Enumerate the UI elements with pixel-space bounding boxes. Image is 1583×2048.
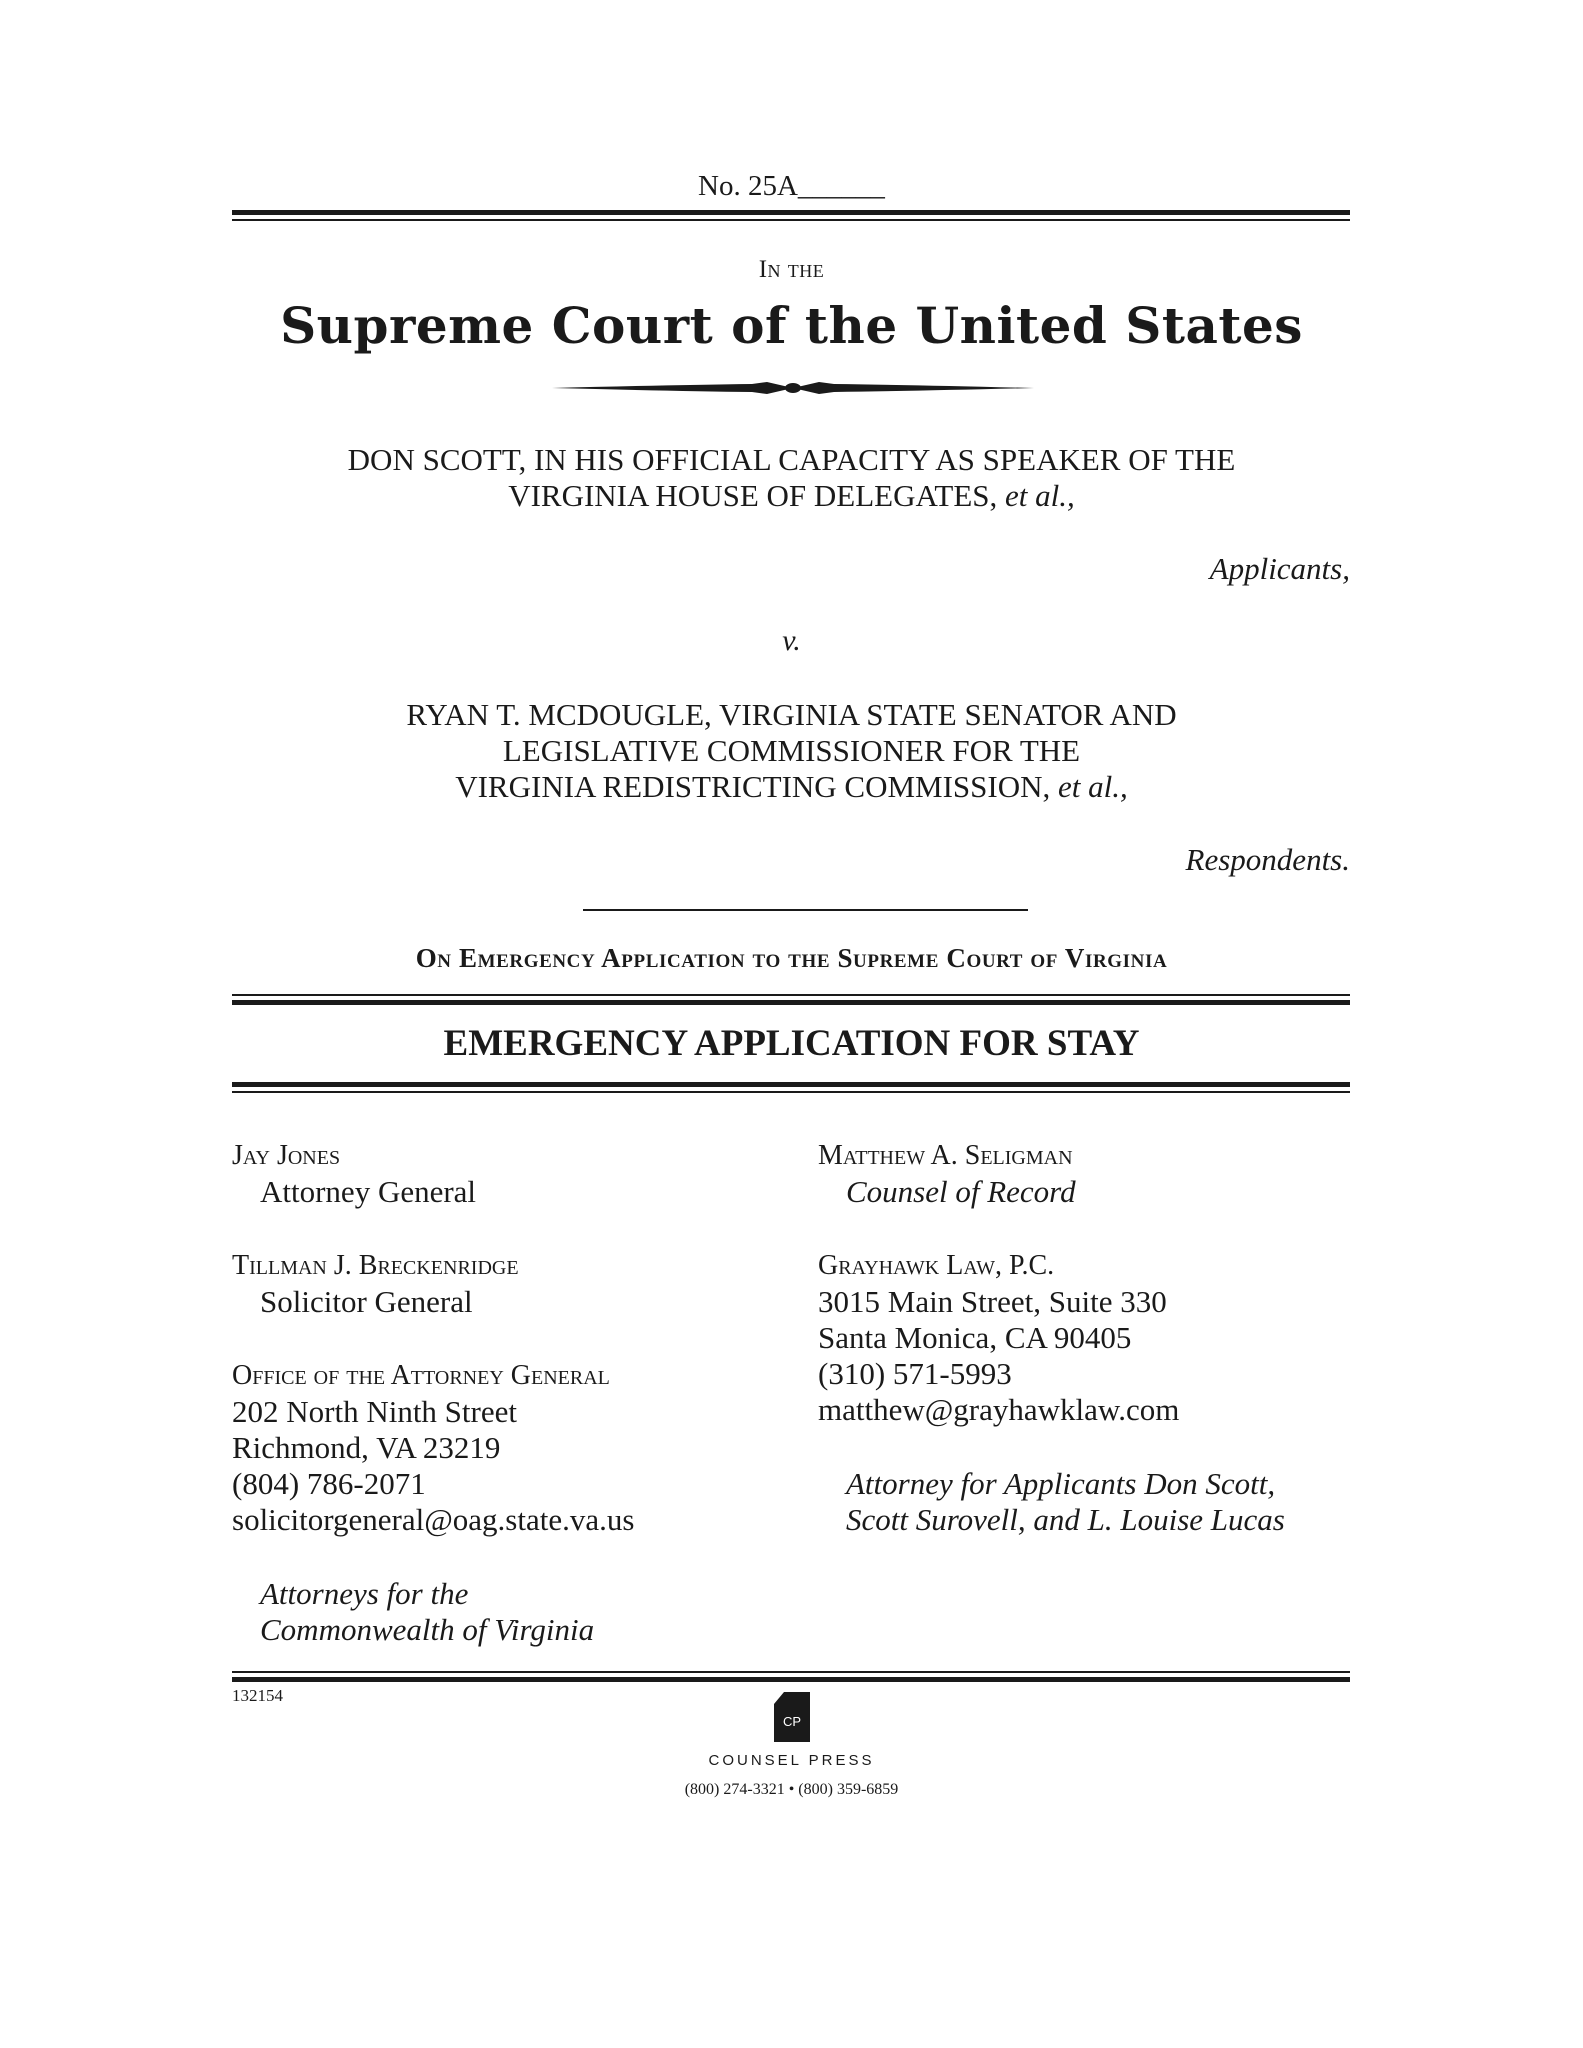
left-counsel-block [232, 1138, 634, 1648]
respondents-block [0, 697, 1583, 805]
left-attorneys-for-line-1: Attorneys for the [260, 1576, 469, 1611]
docket-number: No. 25A______ [698, 170, 885, 202]
solicitor-general-name: Tillman J. Breckenridge [232, 1250, 519, 1281]
job-number: 132154 [232, 1686, 283, 1705]
court-name: Supreme Court of the United States [280, 296, 1303, 355]
short-rule [583, 909, 1028, 911]
attorney-general-title: Attorney General [260, 1174, 477, 1209]
in-the-label: In the [758, 256, 825, 283]
top-double-rule [232, 210, 1350, 221]
ornament-rule [552, 380, 1034, 396]
on-application-line: On Emergency Application to the Supreme Court of Virginia [415, 943, 1168, 973]
firm-phone: (310) 571-5993 [818, 1356, 1012, 1391]
printer-phones: (800) 274-3321 • (800) 359-6859 [684, 1781, 899, 1798]
counsel-press-logo-icon [774, 1692, 810, 1742]
firm-street: 3015 Main Street, Suite 330 [818, 1284, 1167, 1319]
counsel-of-record-title: Counsel of Record [846, 1174, 1076, 1209]
applicants-line-2: VIRGINIA HOUSE OF DELEGATES, et al., [508, 478, 1075, 513]
document-title: EMERGENCY APPLICATION FOR STAY [443, 1023, 1140, 1064]
respondents-line-2: LEGISLATIVE COMMISSIONER FOR THE [502, 733, 1081, 768]
versus-label: v. [782, 624, 801, 657]
office-name: Office of the Attorney General [232, 1360, 610, 1391]
logo-letters: CP [782, 1714, 802, 1729]
solicitor-general-title: Solicitor General [260, 1284, 473, 1319]
title-rule-top [232, 994, 1350, 1005]
firm-email: matthew@grayhawklaw.com [818, 1392, 1180, 1427]
office-phone: (804) 786-2071 [232, 1466, 426, 1501]
firm-name: Grayhawk Law, P.C. [818, 1250, 1055, 1281]
attorney-general-name: Jay Jones [232, 1140, 341, 1171]
applicants-role: Applicants, [1209, 551, 1350, 586]
respondents-line-3: VIRGINIA REDISTRICTING COMMISSION, et al., [455, 769, 1128, 804]
office-email: solicitorgeneral@oag.state.va.us [232, 1502, 635, 1537]
respondents-role: Respondents. [1185, 842, 1350, 877]
applicants-block [0, 442, 1583, 514]
office-city: Richmond, VA 23219 [232, 1430, 501, 1465]
right-attorney-for-line-2: Scott Surovell, and L. Louise Lucas [846, 1502, 1285, 1537]
respondents-line-1: RYAN T. MCDOUGLE, VIRGINIA STATE SENATOR AND [406, 697, 1177, 732]
left-attorneys-for-line-2: Commonwealth of Virginia [260, 1612, 595, 1647]
firm-city: Santa Monica, CA 90405 [818, 1320, 1132, 1355]
title-rule-bottom [232, 1082, 1350, 1093]
counsel-of-record-name: Matthew A. Seligman [818, 1140, 1073, 1171]
office-street: 202 North Ninth Street [232, 1394, 517, 1429]
footer-rule [232, 1671, 1350, 1682]
right-attorney-for-line-1: Attorney for Applicants Don Scott, [846, 1466, 1276, 1501]
right-counsel-block [818, 1138, 1285, 1538]
printer-name: COUNSEL PRESS [708, 1752, 875, 1769]
applicants-line-1: DON SCOTT, IN HIS OFFICIAL CAPACITY AS SPEAKER OF THE [347, 442, 1236, 477]
